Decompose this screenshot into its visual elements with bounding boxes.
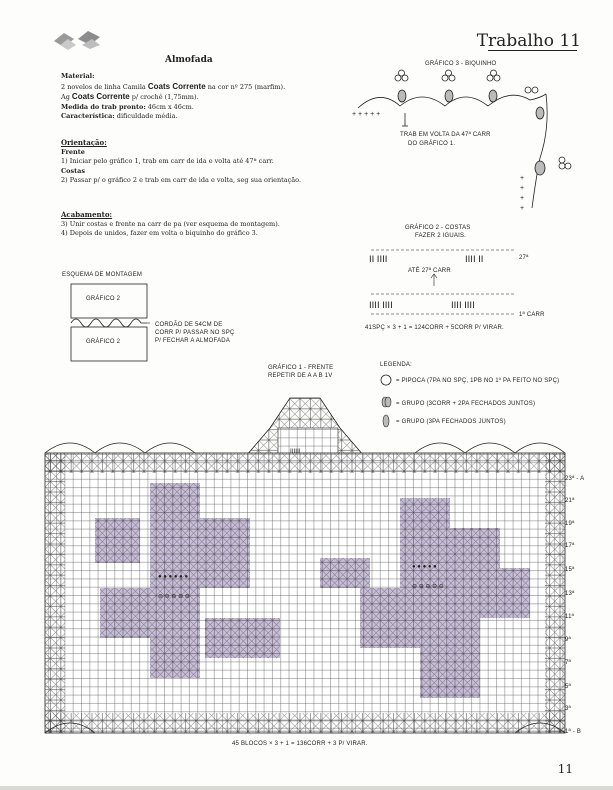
finishing-section (61, 210, 351, 239)
graph1-title-2: REPETIR DE A A B 1V (268, 373, 333, 379)
finishing-step-3: 3) Unir costas e frente na carr de pa (ver esquema de montagem). (61, 219, 280, 228)
header-rule (488, 50, 577, 51)
graph2-title-1: GRÁFICO 2 - COSTAS (405, 225, 471, 231)
instructions-section (61, 138, 351, 186)
front-heading: Frente (61, 147, 85, 156)
graph1-row-label: 17ª (565, 543, 575, 549)
back-heading: Costas (61, 166, 86, 175)
graph1-row-label: 13ª (565, 591, 575, 597)
page-number: 11 (557, 762, 573, 776)
svg-text:+: + (520, 195, 525, 202)
assembly-title: ESQUEMA DE MONTAGEM (62, 272, 143, 278)
material-line-2: Ag Coats Corrente p/ crochê (1,75mm). (61, 92, 199, 101)
svg-text:ⅠⅠⅠⅠ ⅠⅠⅠⅠ: ⅠⅠⅠⅠ ⅠⅠⅠⅠ (369, 300, 393, 310)
graph1-row-label: 11ª (565, 614, 575, 620)
legend-title: LEGENDA: (380, 362, 412, 368)
svg-text:⊖ ⊖ ⊖ ⊖ ⊖: ⊖ ⊖ ⊖ ⊖ ⊖ (158, 594, 190, 600)
graph1-chart (40, 388, 595, 753)
graph2-row-top: 27ª (519, 255, 529, 261)
assembly-top-box: GRÁFICO 2 (86, 296, 121, 302)
assembly-note-1: CORDÃO DE 54CM DE (155, 322, 223, 328)
material-section (61, 72, 346, 122)
graph1-row-label: 21ª (565, 498, 575, 504)
graph1-row-label: 3ª (565, 706, 571, 712)
graph1-row-label: 5ª (565, 684, 571, 690)
svg-text:+: + (520, 185, 525, 192)
brand-logo (52, 27, 102, 51)
legend-item-2: = GRUPO (3CORR + 2PA FECHADOS JUNTOS) (396, 401, 536, 407)
svg-text:ⅠⅠⅠⅠⅠⅠ: ⅠⅠⅠⅠⅠⅠ (290, 449, 301, 455)
svg-text:+: + (520, 205, 525, 212)
svg-text:+ + + + +: + + + + + (352, 111, 381, 118)
svg-text:ⅠⅠ ⅠⅠⅠⅠ: ⅠⅠ ⅠⅠⅠⅠ (369, 254, 388, 264)
graph3-title: GRÁFICO 3 - BIQUINHO (425, 61, 497, 67)
assembly-bottom-box: GRÁFICO 2 (86, 339, 121, 345)
svg-text:● ● ● ● ● ●: ● ● ● ● ● ● (158, 574, 189, 580)
graph2-title-2: FAZER 2 IGUAIS. (415, 233, 467, 239)
graph2-footer: 41SPÇ × 3 + 1 = 124CORR + 5CORR P/ VIRAR. (365, 325, 504, 331)
project-title: Almofada (165, 55, 213, 65)
graph1-row-label: 15ª (565, 567, 575, 573)
finishing-heading: Acabamento: (61, 210, 113, 219)
graph2-until-label: ATÉ 27ª CARR (408, 268, 451, 274)
assembly-note-2: CORR P/ PASSAR NO SPÇ (155, 330, 235, 336)
graph1-row-label: 9ª (565, 637, 571, 643)
graph2-diagram (365, 242, 525, 324)
assembly-note-3: P/ FECHAR A ALMOFADA (155, 338, 231, 344)
back-text: 2) Passar p/ o gráfico 2 e trab em carr de ida e volta, seg sua orientação. (61, 176, 302, 184)
instructions-heading: Orientação: (61, 138, 107, 147)
finishing-step-4: 4) Depois de unidos, fazer em volta o biquinho do gráfico 3. (61, 229, 258, 237)
graph1-footer: 45 BLOCOS × 3 + 1 = 136CORR + 3 P/ VIRAR. (232, 741, 368, 747)
svg-text:ⅠⅠⅠⅠ ⅠⅠⅠⅠ: ⅠⅠⅠⅠ ⅠⅠⅠⅠ (451, 300, 475, 310)
graph1-row-label: 23ª - A (565, 476, 585, 482)
material-size: Medida do trab pronto: 46cm x 46cm. (61, 102, 194, 111)
graph1-row-label: 19ª (565, 521, 575, 527)
graph1-title-1: GRÁFICO 1 - FRENTE (268, 365, 334, 371)
svg-text:⊖ ⊖ ⊖ ⊖ ⊖: ⊖ ⊖ ⊖ ⊖ ⊖ (412, 584, 444, 590)
svg-text:● ● ● ● ●: ● ● ● ● ● (412, 564, 437, 570)
material-line-1: 2 novelos de linha Camila Coats Corrente na cor nº 275 (marfim). (61, 81, 286, 91)
svg-text:ⅠⅠⅠⅠ ⅠⅠ: ⅠⅠⅠⅠ ⅠⅠ (465, 254, 484, 264)
legend-item-3: = GRUPO (3PA FECHADOS JUNTOS) (396, 419, 506, 425)
graph1-row-label: 7ª (565, 660, 571, 666)
page-bottom-edge (0, 786, 613, 790)
graph2-row-first: 1ª CARR (519, 312, 545, 318)
material-heading: Material: (61, 72, 95, 80)
front-text: 1) Iniciar pelo gráfico 1, trab em carr de ida e volta até 47ª carr. (61, 157, 274, 165)
page-header-title: Trabalho 11 (476, 31, 581, 51)
graph3-note-2: DO GRÁFICO 1. (408, 141, 456, 147)
legend-item-1: = PIPOCA (7PA NO SPÇ, 1PB NO 1º PA FEITO NO SPÇ) (396, 378, 560, 384)
material-feature: Característica: dificuldade média. (61, 112, 178, 120)
svg-text:+: + (520, 175, 525, 182)
graph3-note-1: TRAB EM VOLTA DA 47ª CARR (400, 132, 491, 138)
graph3-diagram (350, 68, 595, 223)
graph1-row-label: 1ª - B (565, 729, 582, 735)
